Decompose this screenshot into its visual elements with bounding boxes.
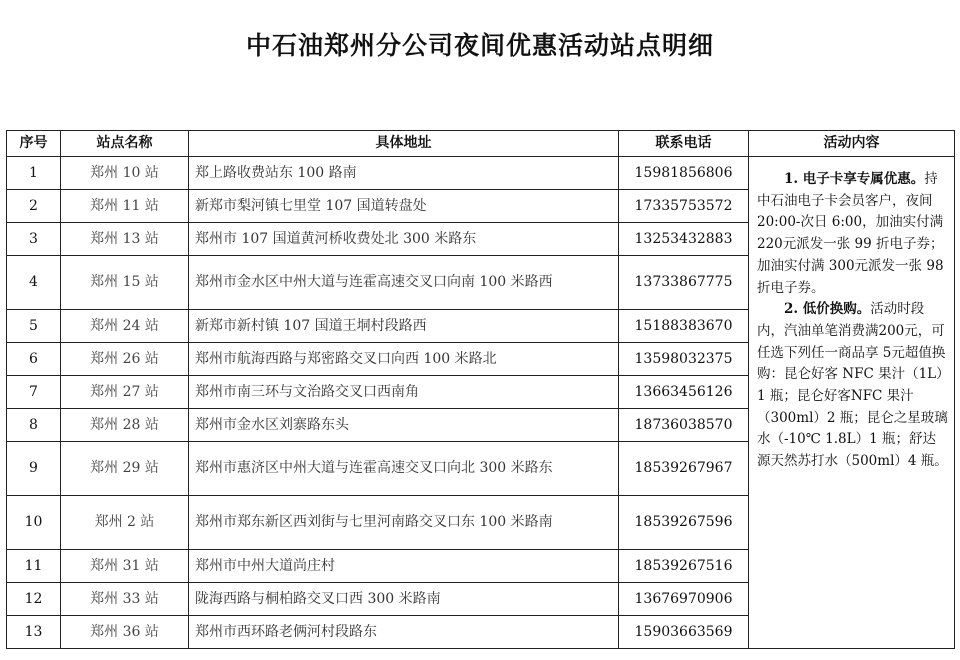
row-station-name: 郑州 33 站 <box>61 583 189 616</box>
row-address: 郑州市西环路老俩河村段路东 <box>189 616 619 649</box>
row-address: 陇海西路与桐柏路交叉口西 300 米路南 <box>189 583 619 616</box>
row-phone: 18539267596 <box>619 496 749 550</box>
row-station-name: 郑州 28 站 <box>61 409 189 442</box>
row-address: 郑州市金水区刘寨路东头 <box>189 409 619 442</box>
row-phone: 18539267967 <box>619 442 749 496</box>
row-index: 13 <box>7 616 61 649</box>
station-table <box>6 130 955 649</box>
row-index: 8 <box>7 409 61 442</box>
row-address: 郑州市南三环与文治路交叉口西南角 <box>189 376 619 409</box>
row-station-name: 郑州 15 站 <box>61 256 189 310</box>
page-title: 中石油郑州分公司夜间优惠活动站点明细 <box>245 31 714 60</box>
activity-paragraph-1 <box>757 169 948 299</box>
activity-body-2: 活动时段内，汽油单笔消费满200元，可任选下列任一商品享 5元超值换购：昆仑好客 NFC 果汁（1L）1 瓶；昆仑好客NFC 果汁（300ml）2 瓶；昆仑之星玻璃水（-10℃ 1.8L）1 瓶；舒达源天然苏打水（500ml）4 瓶。 <box>757 301 948 470</box>
row-phone: 15903663569 <box>619 616 749 649</box>
row-phone: 13663456126 <box>619 376 749 409</box>
row-address: 郑州市航海西路与郑密路交叉口向西 100 米路北 <box>189 343 619 376</box>
row-station-name: 郑州 27 站 <box>61 376 189 409</box>
row-station-name: 郑州 13 站 <box>61 223 189 256</box>
row-station-name: 郑州 11 站 <box>61 190 189 223</box>
row-phone: 18539267516 <box>619 550 749 583</box>
activity-heading-1: 1. 电子卡享专属优惠。 <box>784 171 925 187</box>
row-address: 郑州市金水区中州大道与连霍高速交叉口向南 100 米路西 <box>189 256 619 310</box>
row-index: 9 <box>7 442 61 496</box>
row-index: 2 <box>7 190 61 223</box>
row-address: 郑州市中州大道尚庄村 <box>189 550 619 583</box>
header-activity: 活动内容 <box>749 131 955 157</box>
row-phone: 13598032375 <box>619 343 749 376</box>
row-index: 11 <box>7 550 61 583</box>
row-index: 3 <box>7 223 61 256</box>
row-station-name: 郑州 29 站 <box>61 442 189 496</box>
row-station-name: 郑州 26 站 <box>61 343 189 376</box>
row-index: 1 <box>7 157 61 190</box>
row-address: 郑州市 107 国道黄河桥收费处北 300 米路东 <box>189 223 619 256</box>
row-phone: 17335753572 <box>619 190 749 223</box>
row-phone: 13676970906 <box>619 583 749 616</box>
header-name: 站点名称 <box>61 131 189 157</box>
row-index: 7 <box>7 376 61 409</box>
header-phone: 联系电话 <box>619 131 749 157</box>
row-phone: 13253432883 <box>619 223 749 256</box>
row-address: 郑州市郑东新区西刘街与七里河南路交叉口东 100 米路南 <box>189 496 619 550</box>
row-phone: 18736038570 <box>619 409 749 442</box>
table-header-row <box>7 131 955 157</box>
row-station-name: 郑州 2 站 <box>61 496 189 550</box>
row-station-name: 郑州 10 站 <box>61 157 189 190</box>
row-phone: 15188383670 <box>619 310 749 343</box>
row-index: 6 <box>7 343 61 376</box>
row-station-name: 郑州 31 站 <box>61 550 189 583</box>
row-phone: 13733867775 <box>619 256 749 310</box>
activity-heading-2: 2. 低价换购。 <box>784 301 871 318</box>
header-address: 具体地址 <box>189 131 619 157</box>
row-phone: 15981856806 <box>619 157 749 190</box>
row-address: 郑上路收费站东 100 路南 <box>189 157 619 190</box>
row-index: 12 <box>7 583 61 616</box>
row-station-name: 郑州 24 站 <box>61 310 189 343</box>
header-index: 序号 <box>7 131 61 157</box>
activity-paragraph-2 <box>757 299 948 473</box>
row-address: 郑州市惠济区中州大道与连霍高速交叉口向北 300 米路东 <box>189 442 619 496</box>
activity-content <box>749 157 955 649</box>
activity-body-1: 持中石油电子卡会员客户，夜间 20:00-次日 6:00，加油实付满220元派发一张 99 折电子券；加油实付满 300元派发一张 98 折电子券。 <box>757 171 944 296</box>
row-station-name: 郑州 36 站 <box>61 616 189 649</box>
row-address: 新郑市新村镇 107 国道王垌村段路西 <box>189 310 619 343</box>
row-index: 10 <box>7 496 61 550</box>
row-address: 新郑市梨河镇七里堂 107 国道转盘处 <box>189 190 619 223</box>
row-index: 4 <box>7 256 61 310</box>
row-index: 5 <box>7 310 61 343</box>
table-row <box>7 157 955 190</box>
